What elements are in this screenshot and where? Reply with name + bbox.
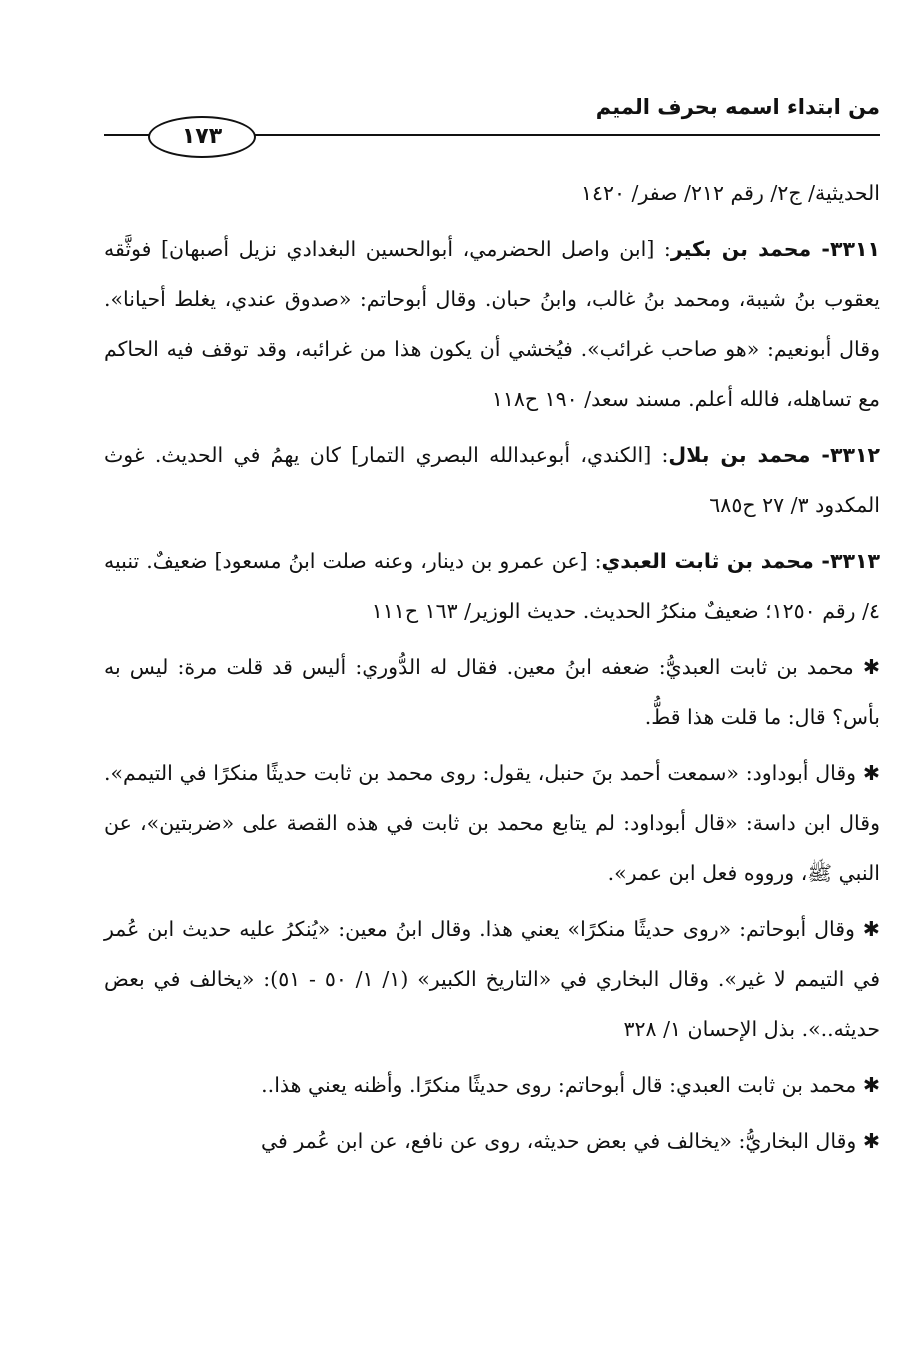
star-marker: ✱ xyxy=(862,1129,880,1153)
running-header: من ابتداء اسمه بحرف الميم xyxy=(595,95,880,119)
entry-text: : [عن عمرو بن دينار، وعنه صلت ابنُ مسعود] ضعيفٌ. تنبيه ٤/ رقم ١٢٥٠؛ ضعيفٌ منكرُ الحديث. حديث الوزير/ ١٦٣ ح١١١ xyxy=(104,549,880,623)
entry-text: : [الكندي، أبوعبدالله البصري التمار] كان يهمُ في الحديث. غوث المكدود ٣/ ٢٧ ح٦٨٥ xyxy=(104,443,880,517)
note-text: وقال أبوحاتم: «روى حديثًا منكرًا» يعني هذا. وقال ابنُ معين: «يُنكرُ عليه حديث ابن عُمر في التيمم لا غير». وقال البخاري في «التاريخ الكبير» (١/ ١/ ٥٠ - ٥١): «يخالف في بعض حديثه..». بذل الإحسان ١/ ٣٢٨ xyxy=(104,917,881,1041)
note-text: وقال أبوداود: «سمعت أحمد بنَ حنبل، يقول: روى محمد بن ثابت حديثًا منكرًا في التيمم». وقال ابن داسة: «قال أبوداود: لم يتابع محمد بن ثابت في هذه القصة على «ضربتين»، عن النبي ﷺ، ورووه فعل ابن عمر». xyxy=(104,761,880,885)
star-marker: ✱ xyxy=(862,761,880,785)
page-body xyxy=(104,168,880,1172)
note-text: محمد بن ثابت العبدي: قال أبوحاتم: روى حديثًا منكرًا. وأظنه يعني هذا.. xyxy=(261,1073,857,1097)
entry-paragraph xyxy=(104,224,880,424)
star-marker: ✱ xyxy=(862,917,880,941)
star-marker: ✱ xyxy=(862,1073,880,1097)
note-paragraph xyxy=(104,642,880,742)
note-text: وقال البخاريُّ: «يخالف في بعض حديثه، روى عن نافع، عن ابن عُمر في xyxy=(260,1129,857,1153)
entry-title: ٣٣١١- محمد بن بكير xyxy=(670,237,880,261)
note-text: محمد بن ثابت العبديُّ: ضعفه ابنُ معين. فقال له الدُّوري: أليس قد قلت مرة: ليس به بأس؟ قال: ما قلت هذا قطُّ. xyxy=(104,655,880,729)
page-number: ١٧٣ xyxy=(148,116,256,158)
star-marker: ✱ xyxy=(862,655,880,679)
note-paragraph xyxy=(104,904,880,1054)
paragraph-text: الحديثية/ ج٢/ رقم ٢١٢/ صفر/ ١٤٢٠ xyxy=(580,181,880,205)
note-paragraph xyxy=(104,1060,880,1110)
entry-title: ٣٣١٢- محمد بن بلال xyxy=(668,443,880,467)
entry-title: ٣٣١٣- محمد بن ثابت العبدي xyxy=(601,549,881,573)
paragraph xyxy=(104,168,880,218)
note-paragraph xyxy=(104,748,880,898)
entry-text: : [ابن واصل الحضرمي، أبوالحسين البغدادي نزيل أصبهان] فوثَّقه يعقوب بنُ شيبة، ومحمد بنُ غالب، وابنُ حبان. وقال أبوحاتم: «صدوق عندي، يغلط أحيانا». وقال أبونعيم: «هو صاحب غرائب». فيُخشي أن يكون هذا من غرائبه، وقد توقف فيه الحاكم مع تساهله، فالله أعلم. مسند سعد/ ١٩٠ ح١١٨ xyxy=(104,237,880,411)
note-paragraph xyxy=(104,1116,880,1166)
entry-paragraph xyxy=(104,430,880,530)
entry-paragraph xyxy=(104,536,880,636)
